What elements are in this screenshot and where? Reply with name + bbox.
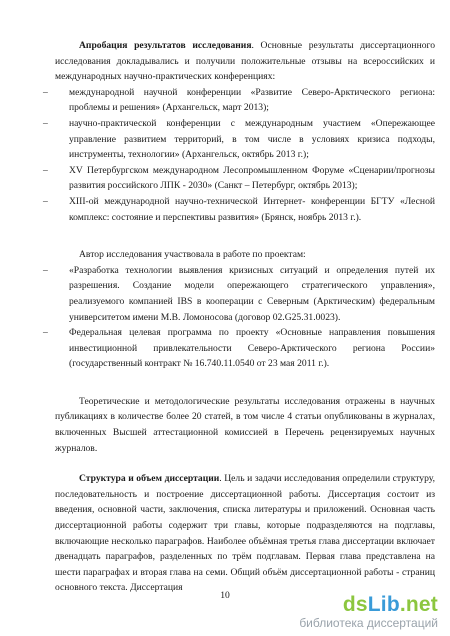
list-item: – научно-практической конференции с международным участием «Опережающее управление развитием территорий, в том числе в условиях кризиса подходы, инструменты, технологии» (Архангельск, октябрь 2013 г.); — [55, 116, 435, 163]
approbation-heading: Апробация результатов исследования — [79, 40, 252, 51]
conference-list — [55, 85, 435, 225]
watermark — [299, 594, 438, 630]
list-item: – XV Петербургском международном Лесопромышленном Форуме «Сценарии/прогнозы развития российского ЛПК - 2030» (Санкт – Петербург, октябрь 2013); — [55, 163, 435, 194]
list-item: – «Разработка технологии выявления кризисных ситуаций и определения путей их разрешения. Создание модели опережающего стратегического управления», реализуемого компанией IBS в кооперации с Северным (Арктическим) федеральным университетом имени М.В. Ломоносова (договор 02.G25.31.0023). — [55, 263, 435, 325]
projects-intro: Автор исследования участвовала в работе по проектам: — [79, 249, 306, 261]
publications-paragraph: Теоретические и методологические результаты исследования отражены в научных публикациях в количестве более 20 статей, в том числе 4 статьи опубликованы в журналах, включенных Высшей аттестационной комиссией в Перечень рецензируемых научных журналов. — [55, 395, 435, 454]
approbation-text: . Основные результаты диссертационного исследования докладывались и получили положительные отзывы на всероссийских и международных научно-практических конференциях: — [55, 40, 435, 83]
list-item: – XIII-ой международной научно-технической Интернет- конференции БГТУ «Лесной комплекс: состояние и перспективы развития» (Брянск, ноябрь 2013 г.). — [55, 194, 435, 225]
list-item: – Федеральная целевая программа по проекту «Основные направления повышения инвестиционной привлекательности Северо-Арктического региона России» (государственный контракт № 16.740.11.0540 от 23 мая 2011 г.). — [55, 325, 435, 372]
structure-heading: Структура и объем диссертации — [79, 473, 220, 485]
structure-text: . Цель и задачи исследования определили структуру, последовательность и построение диссертационной работы. Диссертация состоит из введения, основной части, заключения, списка литературы и приложений. Основная часть диссертационной работы содержит три главы, которые подразделяются на подглавы, включающие несколько параграфов. Наиболее объёмная третья глава диссертации включает двенадцать параграфов, разделенных по трём подглавам. Первая глава представлена на шести параграфах и вторая глава на семи. Общий объём диссертационной работы - страниц основного текста. Диссертация — [55, 473, 435, 594]
document-page — [55, 38, 435, 596]
approbation-paragraph — [55, 38, 435, 85]
list-item: – международной научной конференции «Развитие Северо-Арктического региона: проблемы и решения» (Архангельск, март 2013); — [55, 85, 435, 116]
page-number: 10 — [220, 590, 230, 601]
dslib-logo: dsLib.net — [342, 593, 438, 616]
structure-paragraph — [55, 471, 435, 596]
watermark-subtitle: библиотека диссертаций — [299, 616, 438, 630]
projects-list — [55, 263, 435, 372]
